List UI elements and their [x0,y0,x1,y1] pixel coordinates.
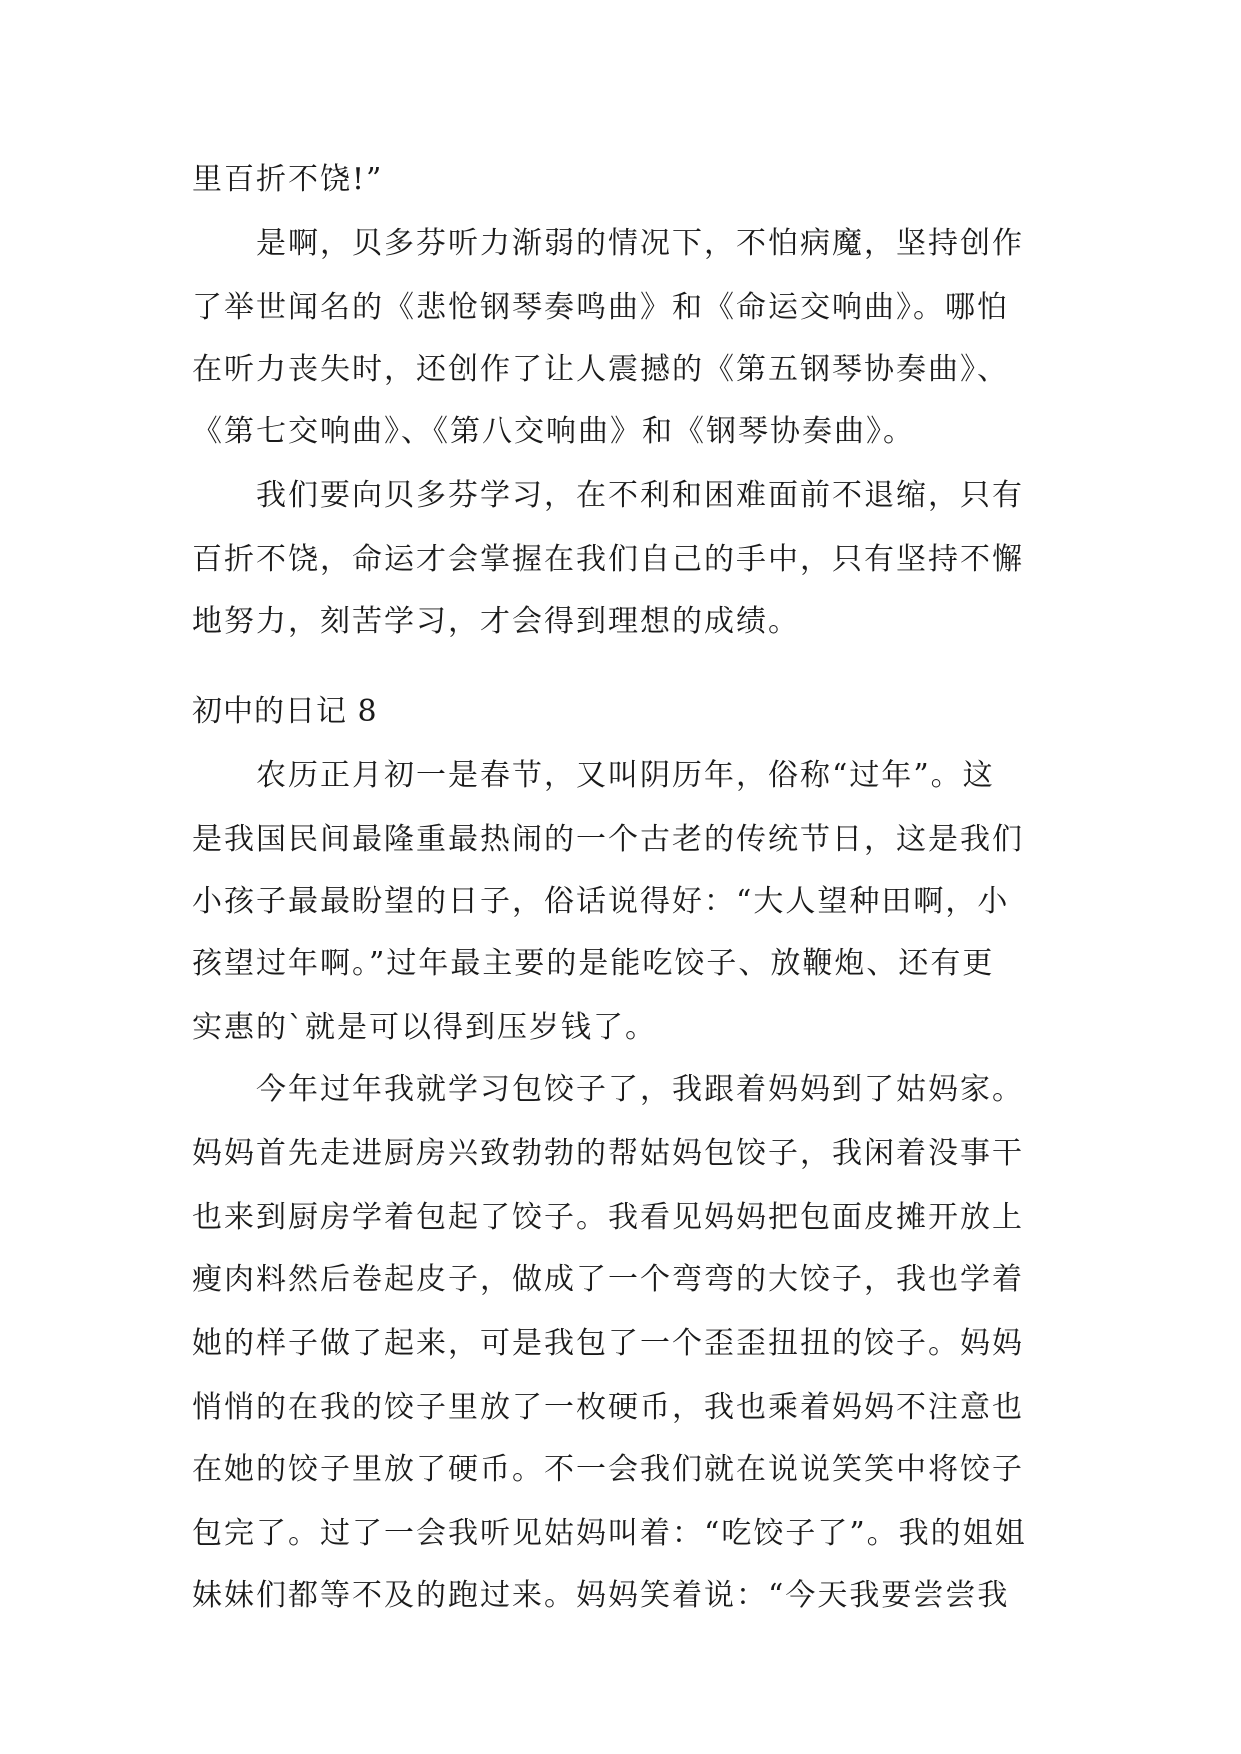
text-line: 小孩子最最盼望的日子，俗话说得好：“大人望种田啊，小 [192,884,1010,919]
text-line: 是我国民间最隆重最热闹的一个古老的传统节日，这是我们 [192,822,1024,857]
text-line: 里百折不饶!” [192,162,384,197]
text-line: 今年过年我就学习包饺子了，我跟着妈妈到了姑妈家。 [256,1072,1024,1107]
text-line: 实惠的`就是可以得到压岁钱了。 [192,1010,657,1045]
text-line: 包完了。过了一会我听见姑妈叫着：“吃饺子了”。我的姐姐 [192,1516,1027,1551]
text-line: 也来到厨房学着包起了饺子。我看见妈妈把包面皮摊开放上 [192,1200,1024,1235]
text-line: 在她的饺子里放了硬币。不一会我们就在说说笑笑中将饺子 [192,1452,1024,1487]
text-line: 《第七交响曲》、《第八交响曲》和《钢琴协奏曲》。 [192,414,915,449]
text-line: 我们要向贝多芬学习，在不利和困难面前不退缩，只有 [256,478,1024,513]
text-line: 了举世闻名的《悲怆钢琴奏鸣曲》和《命运交响曲》。哪怕 [192,290,1009,325]
text-line: 是啊，贝多芬听力渐弱的情况下，不怕病魔，坚持创作 [256,226,1024,261]
text-line: 瘦肉料然后卷起皮子，做成了一个弯弯的大饺子，我也学着 [192,1262,1024,1297]
text-line: 她的样子做了起来，可是我包了一个歪歪扭扭的饺子。妈妈 [192,1326,1024,1361]
text-line: 悄悄的在我的饺子里放了一枚硬币，我也乘着妈妈不注意也 [192,1390,1024,1425]
text-line: 妈妈首先走进厨房兴致勃勃的帮姑妈包饺子，我闲着没事干 [192,1136,1024,1171]
text-line: 农历正月初一是春节，又叫阴历年，俗称“过年”。这 [256,758,995,793]
text-line: 孩望过年啊。”过年最主要的是能吃饺子、放鞭炮、还有更 [192,946,995,981]
text-line: 在听力丧失时，还创作了让人震撼的《第五钢琴协奏曲》、 [192,352,1009,387]
section-title: 初中的日记 8 [192,694,378,729]
text-line: 妹妹们都等不及的跑过来。妈妈笑着说：“今天我要尝尝我 [192,1578,1010,1613]
text-line: 地努力，刻苦学习，才会得到理想的成绩。 [192,604,800,639]
text-line: 百折不饶，命运才会掌握在我们自己的手中，只有坚持不懈 [192,542,1024,577]
